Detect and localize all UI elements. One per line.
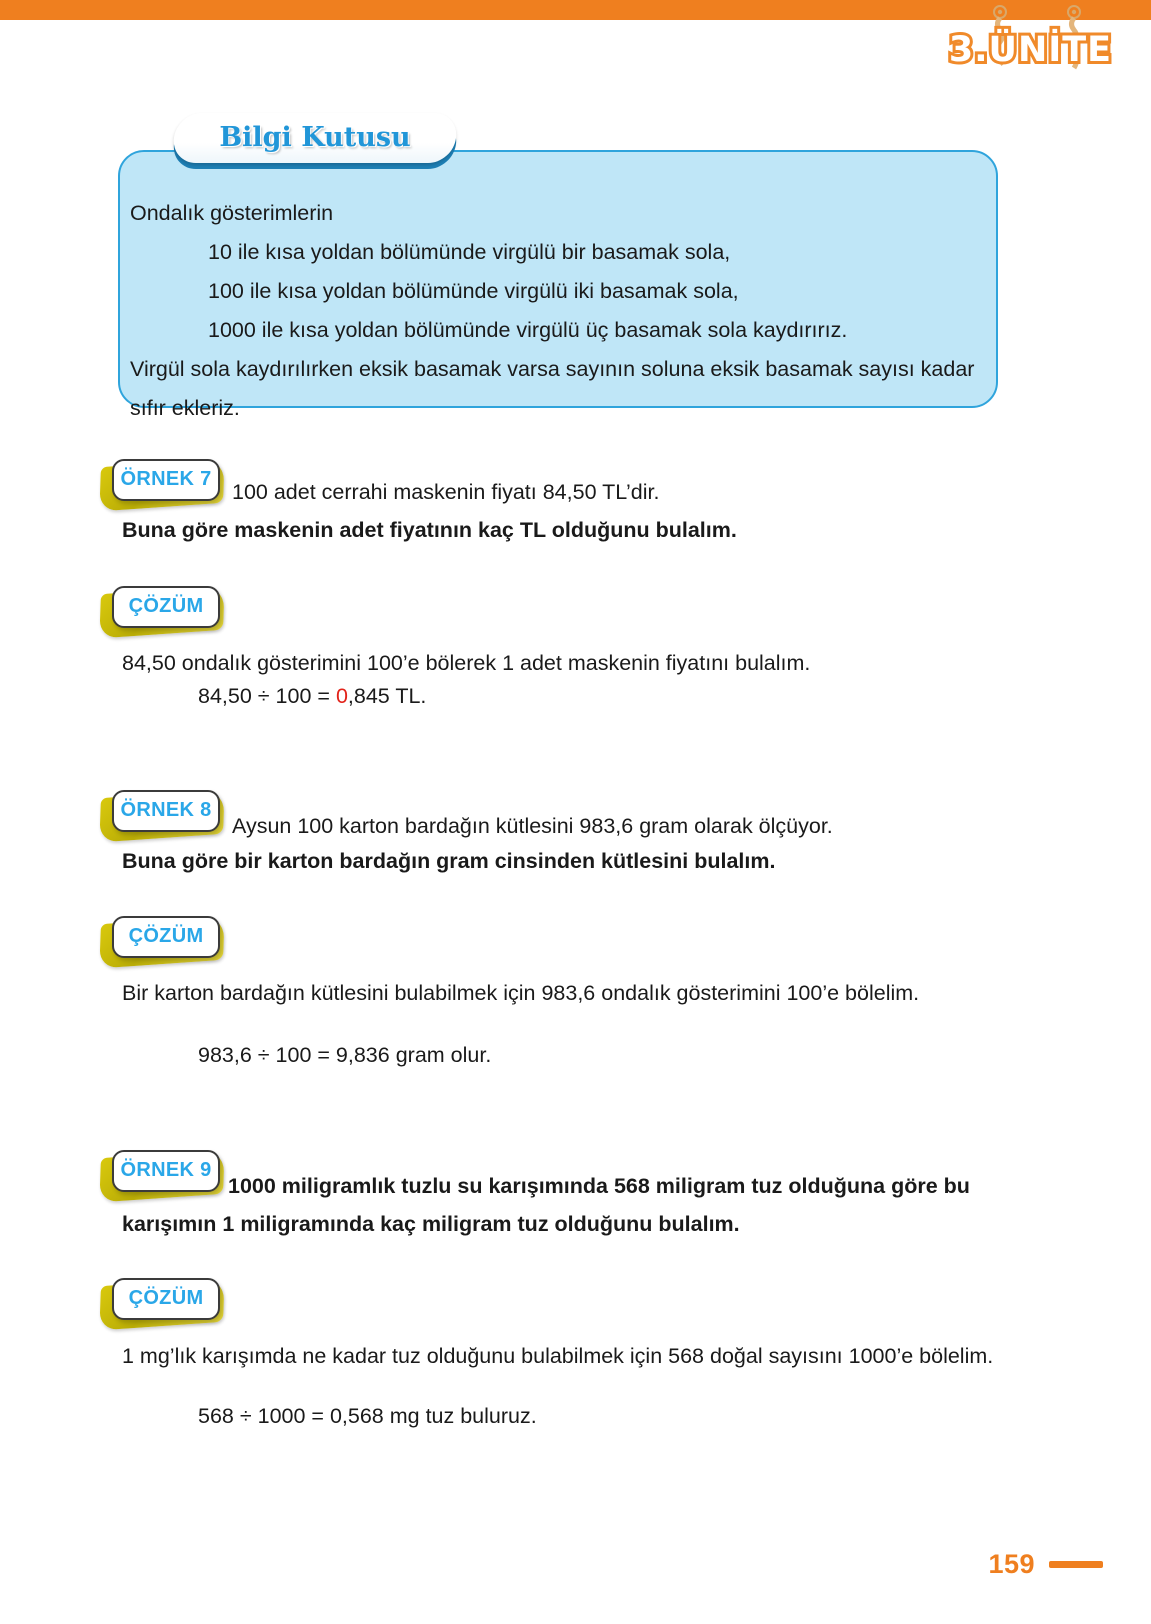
badge-label: ÇÖZÜM [128,1287,204,1309]
equation-part-before: 568 ÷ 1000 = 0,568 mg tuz buluruz. [198,1404,537,1428]
badge-label: ÇÖZÜM [128,595,204,617]
badge-cozum-2 [112,916,230,964]
info-line-6: sıfır ekleriz. [130,396,240,420]
equation-highlight-digit: 0 [335,684,348,708]
info-line-2: 10 ile kısa yoldan bölümünde virgülü bir basamak sola, [208,240,731,264]
ornek-7-prompt-line-2: Buna göre maskenin adet fiyatının kaç TL olduğunu bulalım. [122,518,737,542]
equation-part-before: 983,6 ÷ 100 = 9,836 gram olur. [198,1043,492,1067]
cozum-2-equation [198,1043,491,1068]
badge-label: ÖRNEK 9 [120,1159,212,1181]
ornek-9-prompt-line-2: karışımın 1 miligramında kaç miligram tuz olduğunu bulalım. [122,1212,740,1236]
info-line-5: Virgül sola kaydırılırken eksik basamak varsa sayının soluna eksik basamak sayısı kadar [130,357,975,381]
page-number: 159 [988,1549,1035,1579]
badge-cozum-3 [112,1278,230,1326]
badge-cozum-1 [112,586,230,634]
badge-ornek-8 [112,790,230,838]
ornek-8-prompt-line-2: Buna göre bir karton bardağın gram cinsinden kütlesini bulalım. [122,849,776,873]
info-line-1: Ondalık gösterimlerin [130,201,334,225]
ornek-9-prompt-line-1: 1000 miligramlık tuzlu su karışımında 568 miligram tuz olduğuna göre bu [228,1174,970,1198]
badge-label: ÇÖZÜM [128,925,204,947]
cozum-3-text: 1 mg’lık karışımda ne kadar tuz olduğunu bulabilmek için 568 doğal sayısını 1000’e bölelim. [122,1344,994,1368]
info-box-title-tab [168,113,460,169]
equation-part-before: 84,50 ÷ 100 = [198,684,336,708]
info-box [118,150,998,420]
badge-label: ÖRNEK 7 [120,468,212,490]
cozum-3-equation [198,1404,537,1429]
cozum-2-text: Bir karton bardağın kütlesini bulabilmek için 983,6 ondalık gösterimini 100’e bölelim. [122,981,920,1005]
info-line-4: 1000 ile kısa yoldan bölümünde virgülü üç basamak sola kaydırırız. [208,318,848,342]
cozum-1-equation [198,684,426,709]
footer-accent-bar [1049,1561,1103,1568]
cozum-1-text: 84,50 ondalık gösterimini 100’e bölerek 1 adet maskenin fiyatını bulalım. [122,651,811,675]
badge-label: ÖRNEK 8 [120,799,212,821]
info-line-3: 100 ile kısa yoldan bölümünde virgülü iki basamak sola, [208,279,739,303]
badge-ornek-7 [112,459,230,507]
unit-badge-label: 3.ÜNİTE [948,30,1113,70]
info-box-title: Bilgi Kutusu [219,122,411,153]
ornek-7-prompt-line-1: 100 adet cerrahi maskenin fiyatı 84,50 TL’dir. [232,480,660,504]
unit-badge [938,0,1123,105]
ornek-8-prompt-line-1: Aysun 100 karton bardağın kütlesini 983,6 gram olarak ölçüyor. [232,814,833,838]
badge-ornek-9 [112,1150,230,1198]
page-footer [988,1549,1103,1580]
equation-part-after: ,845 TL. [347,684,427,708]
info-box-body [130,194,992,428]
